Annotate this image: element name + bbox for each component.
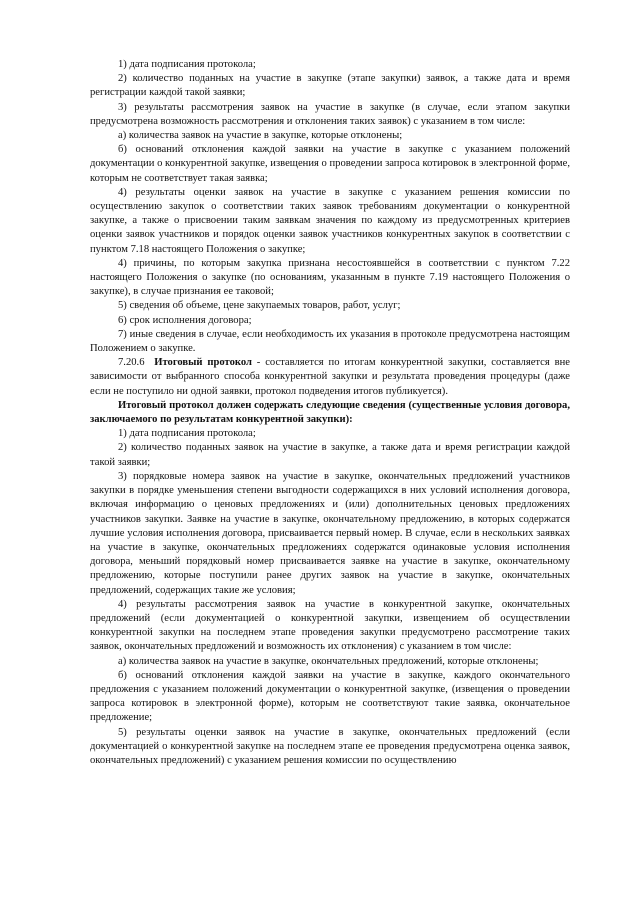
clause-title: Итоговый протокол [154,357,252,369]
list-item: 5) результаты оценки заявок на участие в закупке, окончательных предложений (если документацией о конкурентной закупке на последнем этапе ее проведения предусмотрена оценка заявок, окончательных предложений) с указанием решения комиссии по осуществлению [90,726,570,766]
paragraph: 6) срок исполнения договора; [118,314,252,326]
clause-number: 7.20.6 [118,357,145,369]
paragraph: 5) сведения об объеме, цене закупаемых товаров, работ, услуг; [118,300,401,312]
list-item: 3) порядковые номера заявок на участие в закупке, окончательных предложений участников закупки в порядке уменьшения степени выгодности содержащихся в них условий исполнения договора, включая информацию о ценовых предложениях и (или) дополнительных ценовых предложениях участников закупки. Заявке на участие в закупке, окончательному предложению, в которых содержатся лучшие условия исполнения договора, присваивается первый номер. В случае, если в нескольких заявках на участие в закупке, окончательных предложениях содержатся одинаковые условия исполнения договора, меньший порядковый номер присваивается заявке на участие в закупке, окончательному предложению, которые поступили ранее других заявок на участие в закупке, окончательных предложений, содержащих такие же условия; [90,470,570,596]
paragraph: 1) дата подписания протокола; [118,59,256,70]
list-item: а) количества заявок на участие в закупке, окончательных предложений, которые отклонены; [118,655,539,667]
clause-text: - составляется по итогам конкурентной закупки, составляется вне зависимости от выбранного способа конкурентной закупки и результата проведения процедуры (даже если не поступило ни одной заявки, протокол подведения итогов публикуется). [90,357,570,397]
paragraph: б) оснований отклонения каждой заявки на участие в закупке с указанием положений документации о конкурентной закупке, извещения о проведении запроса котировок в электронной форме, которым не соответствует такая заявка; [90,144,570,184]
paragraph: 7) иные сведения в случае, если необходимость их указания в протоколе предусмотрена настоящим Положением о закупке. [90,328,570,355]
list-item: б) оснований отклонения каждой заявки на участие в закупке, каждого окончательного предложения с указанием положений документации о конкурентной закупке, (извещения о проведении запроса котировок в электронной форме), которым не соответствуют такие заявка, окончательное предложение; [90,669,570,724]
paragraph: 3) результаты рассмотрения заявок на участие в закупке (в случае, если этапом закупки предусмотрена возможность рассмотрения и отклонения таких заявок) с указанием в том числе: [90,101,570,127]
list-item: 4) результаты рассмотрения заявок на участие в конкурентной закупке, окончательных предложений (если документацией о конкурентной закупки, извещением об осуществлении конкурентной закупки на последнем этапе проведения закупки предусмотрено рассмотрение таких заявок, окончательных предложений и возможность их отклонения) с указанием в том числе: [90,598,570,653]
paragraph: 2) количество поданных на участие в закупке (этапе закупки) заявок, а также дата и время регистрации каждой такой заявки; [90,73,570,99]
list-item: 2) количество поданных заявок на участие в закупке, а также дата и время регистрации каждой такой заявки; [90,442,570,468]
clause-7-20-6 [90,356,570,399]
paragraph: а) количества заявок на участие в закупке, которые отклонены; [118,130,403,142]
document-page [90,58,570,768]
final-protocol-heading: Итоговый протокол должен содержать следующие сведения (существенные условия договора, заключаемого по результатам конкурентной закупки): [90,399,570,426]
paragraph: 4) результаты оценки заявок на участие в закупке с указанием решения комиссии по осуществлению закупок о соответствии таких заявок требованиям документации о конкурентной закупке, а также о присвоении таким заявкам значения по каждому из предусмотренных критериев оценки заявок участников и порядок оценки заявок участников конкурентных закупок в соответствии с пунктом 7.18 настоящего Положения о закупке; [90,186,570,255]
list-item: 1) дата подписания протокола; [118,428,256,440]
paragraph: 4) причины, по которым закупка признана несостоявшейся в соответствии с пунктом 7.22 настоящего Положения о закупке (по основаниям, указанным в пункте 7.19 настоящего Положения о закупке), в случае признания ее таковой; [90,257,570,298]
